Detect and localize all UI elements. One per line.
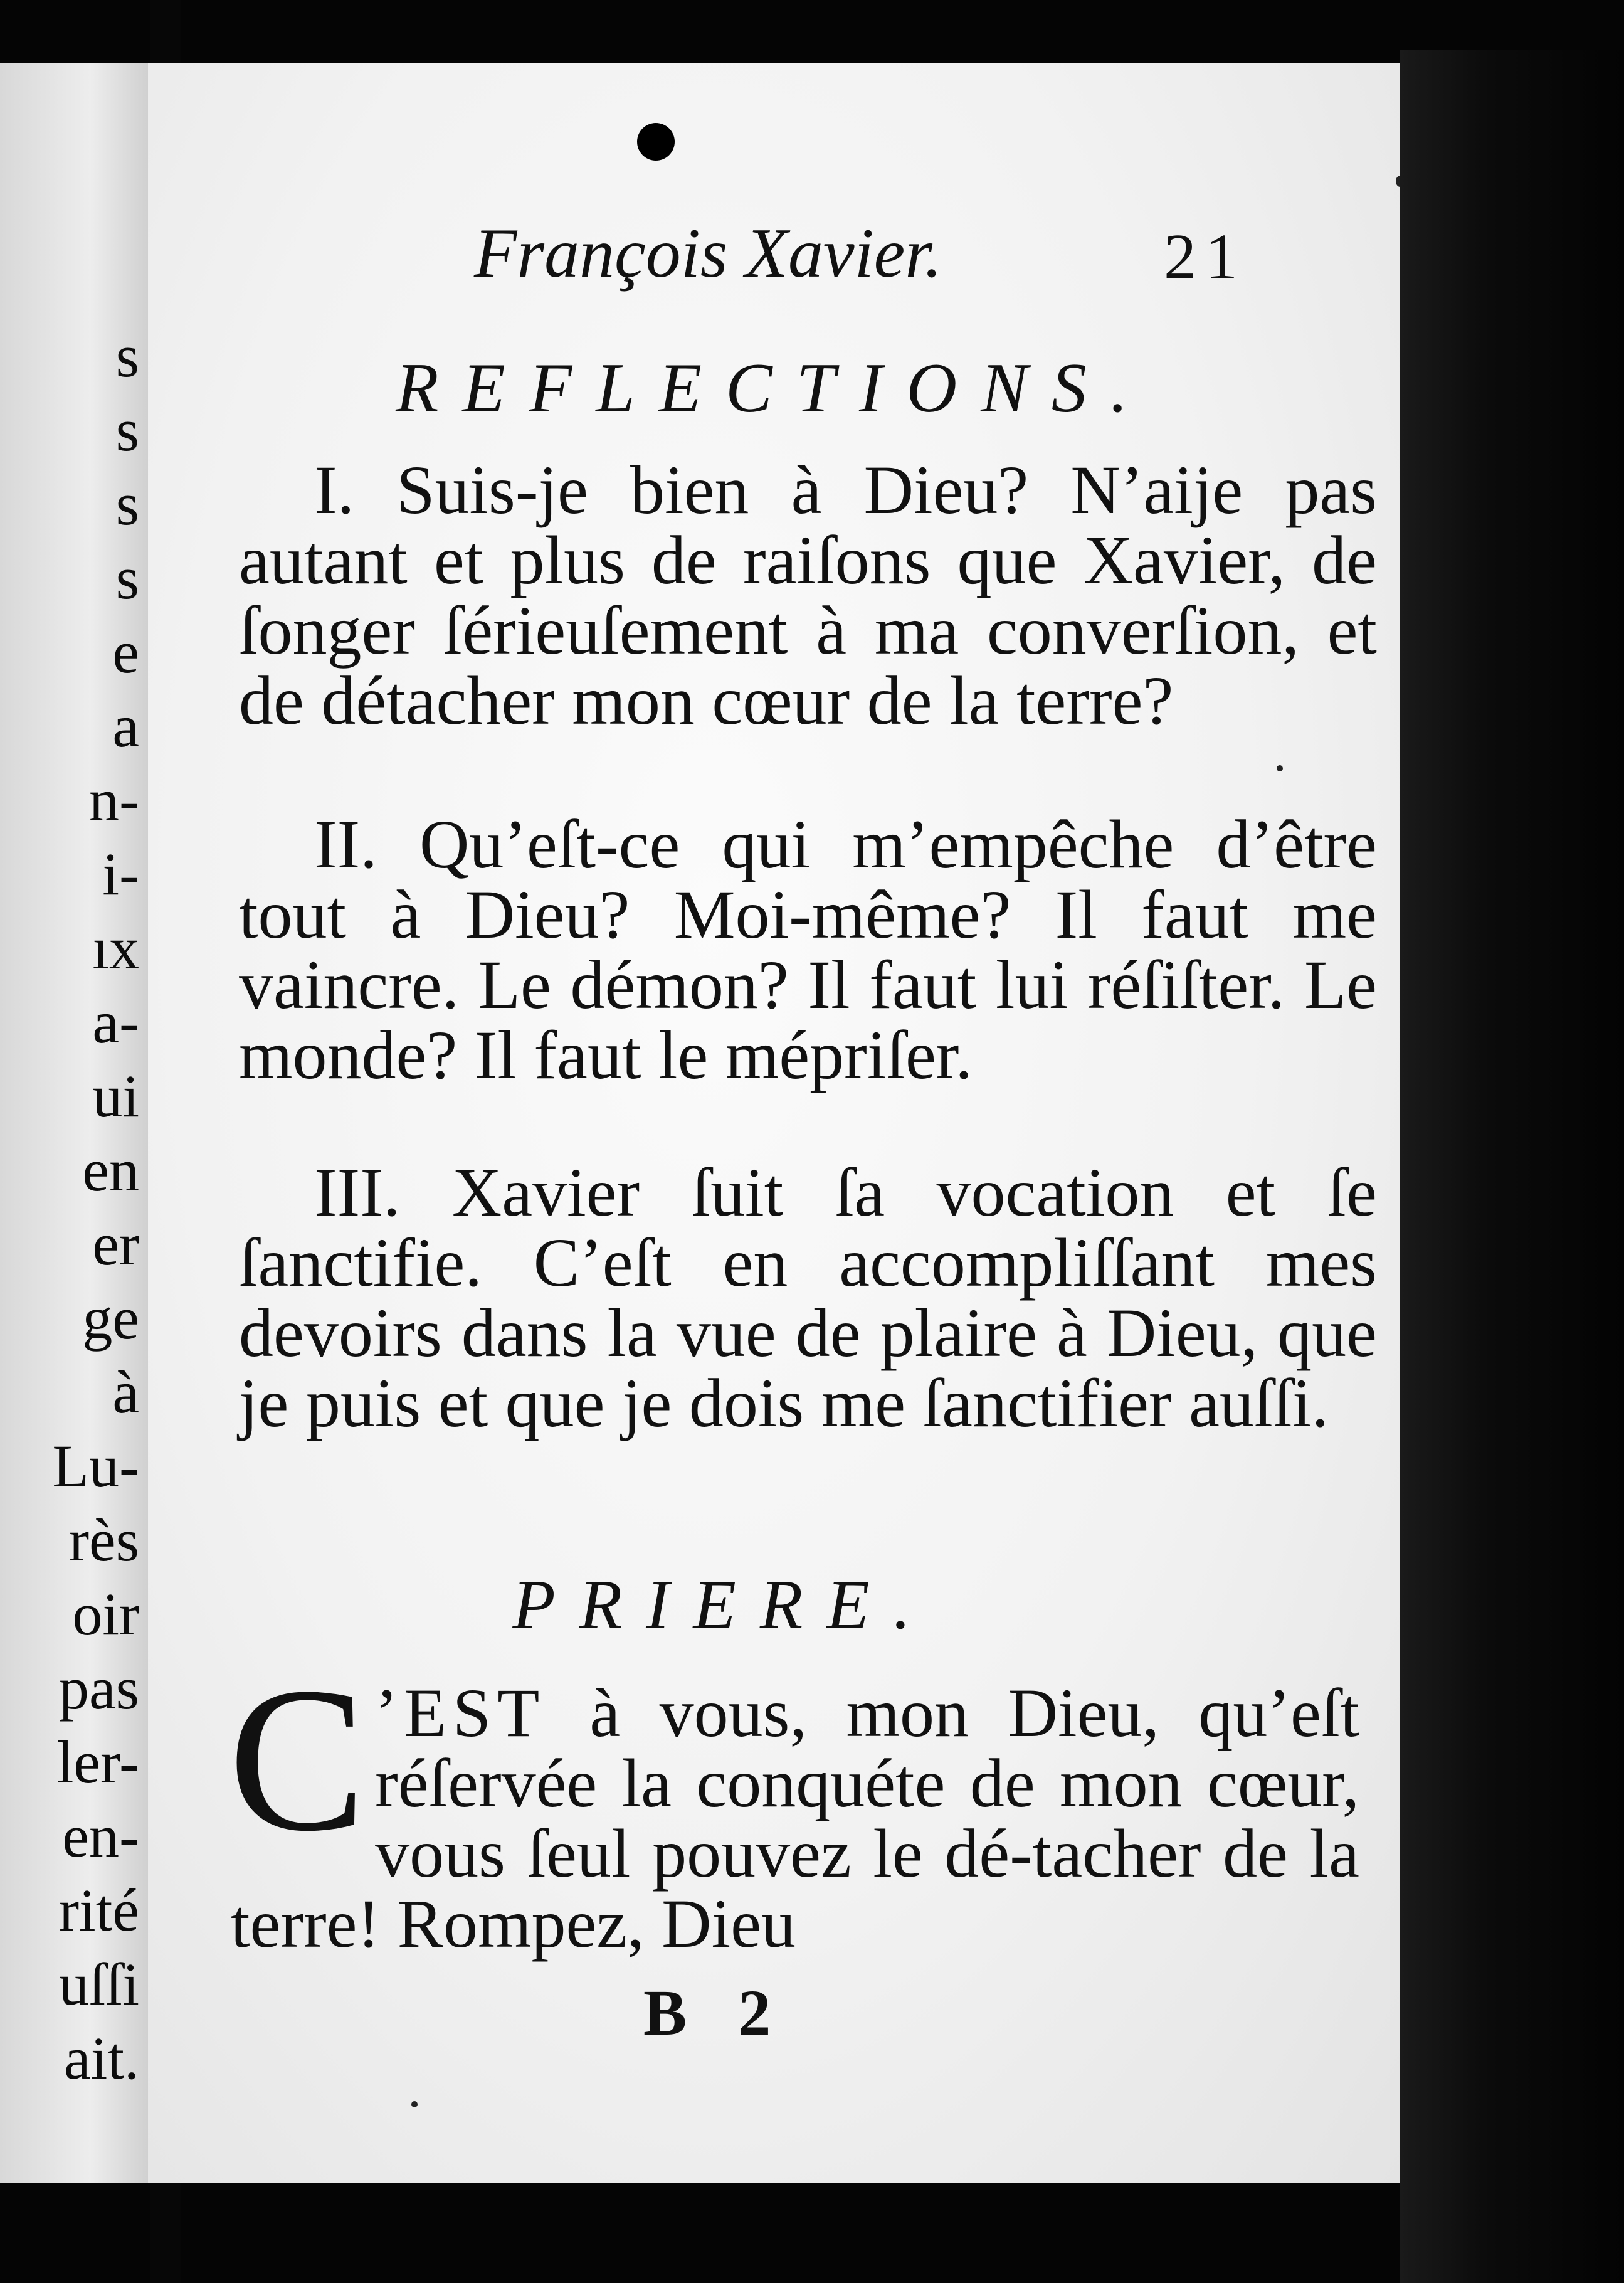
facing-page-fragment: a- [92,988,139,1056]
drop-cap: C [228,1645,367,1874]
reflection-3-text: Xavier ſuit ſa vocation et ſe ſanctifie. C’eſt en accompliſſant mes devoirs dans la vue de plaire à Dieu, que je puis et que je dois me ſanctifier auſſi. [239,1154,1377,1441]
facing-page-fragment: er [92,1210,139,1278]
reflection-1-text: Suis-je bien à Dieu? N’aije pas autant et plus de raiſons que Xavier, de ſonger ſérieuſement à ma converſion, et de détacher mon cœur de la terre? [239,452,1378,739]
reflection-1 [239,452,1378,739]
reflection-2-text: Qu’eſt-ce qui m’empêche d’être tout à Dieu? Moi-même? Il faut me vaincre. Le démon? Il faut lui réſiſter. Le monde? Il faut le mépriſer. [239,806,1377,1093]
facing-page-fragment: en [82,1136,139,1204]
binding-hole [637,123,675,161]
reflection-2-numeral: II. [314,806,377,882]
facing-page-fragment: pas [59,1655,139,1722]
facing-page-fragment: ge [82,1285,139,1352]
facing-page-edge [0,63,150,2183]
ink-speck [1277,765,1283,771]
facing-page-fragment: n- [89,766,139,834]
facing-page-fragment: à [112,1359,139,1426]
book-page [148,63,1400,2183]
prayer-text [228,1645,1359,1962]
prayer-heading: PRIERE. [512,1566,935,1644]
facing-page-fragment: ait. [64,2025,139,2092]
facing-page-fragment: s [115,396,139,463]
reflection-3-numeral: III. [314,1154,401,1231]
reflection-1-numeral: I. [314,452,355,528]
facing-page-fragment: Lu- [52,1433,139,1500]
facing-page-fragment: e [112,618,139,686]
facing-page-fragment: ui [92,1062,139,1130]
running-head [148,213,1400,301]
running-title: François Xavier. [474,215,942,292]
reflection-2 [239,806,1377,1093]
facing-page-fragment: oir [72,1581,139,1648]
facing-page-fragment: rès [69,1507,139,1574]
reflection-3 [239,1154,1377,1441]
facing-page-fragment: s [115,544,139,612]
signature-mark: B 2 [643,1977,789,2049]
reflections-heading: REFLECTIONS. [396,349,1152,427]
facing-page-fragment: en- [62,1803,139,1870]
facing-page-fragment: a [112,692,139,760]
facing-page-fragment: ıx [92,914,139,982]
facing-page-fragment: s [115,322,139,389]
facing-page-fragment: i- [102,840,139,908]
prayer-opening-caps: ’EST [375,1675,546,1751]
prayer-body: à vous, mon Dieu, qu’eſt réſervée la conquéte de mon cœur, vous ſeul pouvez le dé-tacher de la terre! Rompez, Dieu [231,1675,1359,1962]
ink-speck [411,2101,418,2107]
facing-page-fragment: ler- [56,1729,139,1796]
page-number: 21 [1164,221,1247,293]
facing-page-fragment: uſſi [58,1951,139,2018]
facing-page-fragment: s [115,470,139,538]
facing-page-fragment: rité [59,1877,139,1944]
book-cover-edge [1400,50,1624,2283]
